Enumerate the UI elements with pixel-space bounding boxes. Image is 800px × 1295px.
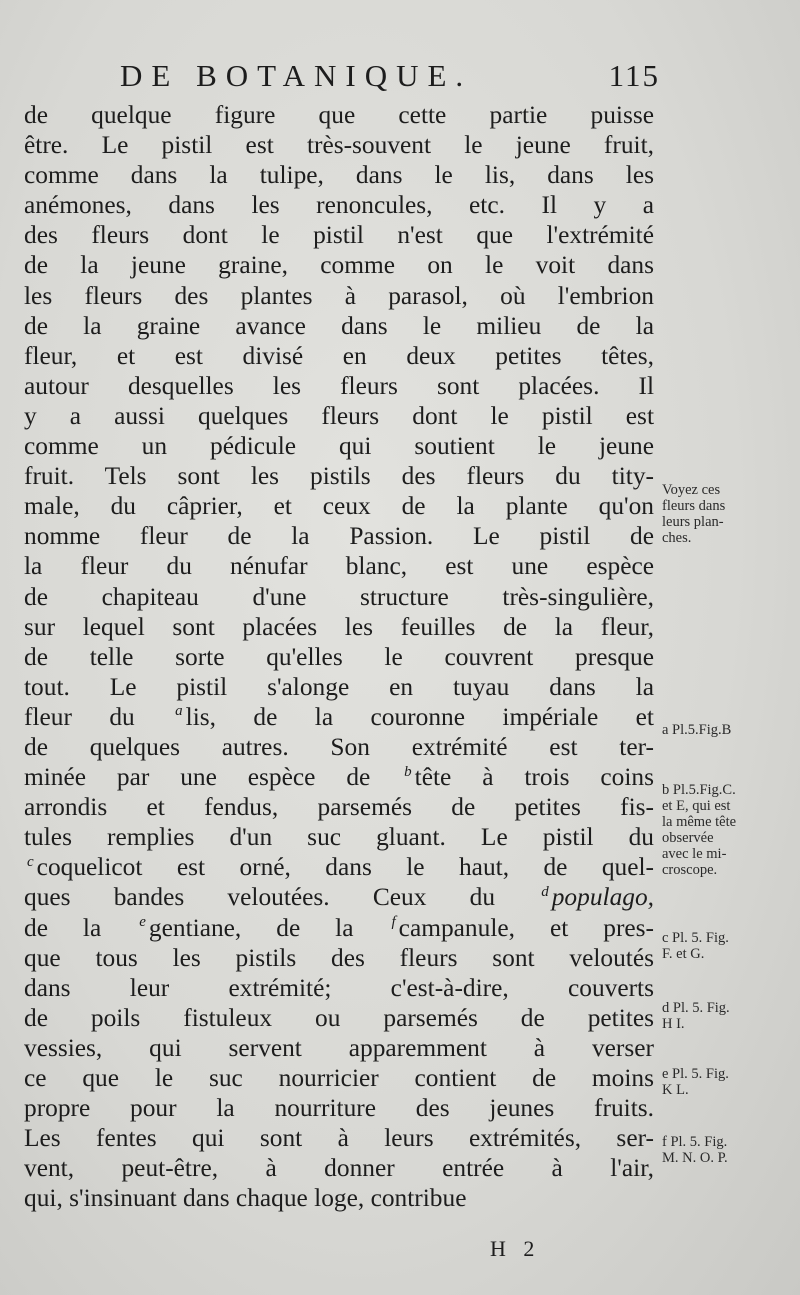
line-text: dans leur extrémité; c'est-à-dire, couverts — [24, 973, 654, 1002]
line-text: tête à trois coins — [414, 763, 654, 792]
line-text: propre pour la nourriture des jeunes fruits. — [24, 1094, 654, 1123]
line-text: arrondis et fendus, parsemés de petites fis- — [24, 793, 654, 822]
margin-note-line: ches. — [662, 530, 692, 546]
text-line — [24, 732, 654, 762]
line-text: ce que le suc nourricier contient de moins — [24, 1064, 654, 1092]
margin-note-line: c Pl. 5. Fig. — [662, 930, 729, 946]
line-text: nomme fleur de la Passion. Le pistil de — [24, 522, 654, 551]
line-text: tout. Le pistil s'alonge en tuyau dans la — [24, 672, 654, 701]
text-line: ques bandes veloutées. Ceux du d populago, — [24, 883, 655, 912]
margin-note-c — [662, 930, 792, 962]
margin-note-line: Voyez ces — [662, 482, 721, 498]
line-text: de la — [24, 913, 102, 942]
margin-note-line: croscope. — [662, 862, 718, 878]
main-text — [24, 100, 654, 1213]
text-line — [24, 1183, 654, 1213]
line-text: lis, de la couronne impériale et — [185, 702, 654, 731]
text-line — [24, 341, 654, 371]
line-text: être. Le pistil est très-souvent le jeune fruit, — [24, 131, 654, 160]
text-line: c coquelicot est orné, dans le haut, de quel- — [27, 853, 654, 882]
margin-note-line: f Pl. 5. Fig. — [662, 1134, 728, 1150]
text-line — [24, 642, 654, 672]
text-line — [24, 100, 654, 130]
line-text: anémones, dans les renoncules, etc. Il y a — [24, 191, 654, 220]
line-text: comme un pédicule qui soutient le jeune — [24, 432, 654, 461]
line-text: de la graine avance dans le milieu de la — [24, 311, 654, 340]
line-text: tules remplies d'un suc gluant. Le pistil du — [24, 823, 654, 852]
line-text: ques bandes veloutées. Ceux du — [24, 883, 496, 912]
margin-note-line: avec le mi- — [662, 846, 727, 862]
margin-note-b — [662, 782, 792, 878]
text-line — [24, 130, 654, 160]
line-text: la fleur du nénufar blanc, est une espèce — [24, 552, 654, 581]
margin-note-line: e Pl. 5. Fig. — [662, 1066, 729, 1082]
text-line — [24, 1093, 654, 1123]
text-line — [24, 612, 654, 642]
text-line — [24, 311, 654, 341]
margin-note-e — [662, 1066, 792, 1098]
line-text: des fleurs dont le pistil n'est que l'extrémité — [24, 221, 654, 250]
text-line — [24, 822, 654, 852]
line-text: les fleurs des plantes à parasol, où l'embrion — [24, 281, 654, 310]
line-text: Les fentes qui sont à leurs extrémités, ser- — [24, 1124, 654, 1153]
text-line — [24, 582, 654, 612]
text-line: de la e gentiane, de la f campanule, et pres- — [24, 913, 655, 942]
margin-note-line: leurs plan- — [662, 514, 724, 530]
text-line — [24, 491, 654, 521]
text-line: fleur du a lis, de la couronne impériale et — [24, 702, 654, 731]
text-line — [24, 461, 654, 491]
line-text: male, du câprier, et ceux de la plante qu'on — [24, 492, 654, 521]
margin-note-voyez — [662, 482, 792, 546]
line-text: sur lequel sont placées les feuilles de la fleur, — [24, 612, 654, 641]
text-line — [24, 190, 654, 220]
margin-note-line: fleurs dans — [662, 498, 726, 514]
line-text: comme dans la tulipe, dans le lis, dans les — [24, 161, 654, 190]
header-title: DE BOTANIQUE. — [120, 58, 473, 93]
margin-note-line: K L. — [662, 1082, 689, 1098]
text-line — [24, 792, 654, 822]
text-line — [24, 672, 654, 702]
margin-note-line: la même tête — [662, 814, 737, 830]
margin-note-line: et E, qui est — [662, 798, 731, 814]
line-text: vent, peut-être, à donner entrée à l'air, — [24, 1154, 654, 1183]
text-line — [24, 943, 654, 973]
line-text: fleur du — [24, 702, 135, 731]
line-text: autour desquelles les fleurs sont placées. Il — [24, 371, 654, 400]
margin-note-line: F. et G. — [662, 946, 705, 962]
line-text: populago, — [551, 883, 655, 912]
text-line — [24, 973, 654, 1003]
line-text: de telle sorte qu'elles le couvrent presque — [24, 642, 654, 671]
line-text: de poils fistuleux ou parsemés de petites — [24, 1003, 654, 1032]
line-text: que tous les pistils des fleurs sont veloutés — [24, 943, 654, 972]
text-line — [24, 160, 654, 190]
line-text: fruit. Tels sont les pistils des fleurs du tity- — [24, 462, 654, 491]
line-text: qui, s'insinuant dans chaque loge, contribue — [24, 1184, 467, 1213]
line-text: fleur, et est divisé en deux petites têtes, — [24, 341, 654, 370]
text-line — [24, 281, 654, 311]
text-line — [24, 1063, 654, 1093]
margin-note-line: d Pl. 5. Fig. — [662, 1000, 730, 1016]
text-line — [24, 1033, 654, 1063]
page-number: 115 — [608, 58, 660, 93]
line-text: coquelicot est orné, dans le haut, de quel- — [36, 853, 654, 882]
text-line: minée par une espèce de b tête à trois coins — [24, 763, 654, 792]
running-header — [120, 58, 660, 98]
text-line — [24, 220, 654, 250]
text-line — [24, 521, 654, 551]
line-text: vessies, qui servent apparemment à verser — [24, 1033, 654, 1062]
line-text: minée par une espèce de — [24, 763, 371, 792]
line-text: y a aussi quelques fleurs dont le pistil est — [24, 401, 654, 430]
text-line — [24, 1153, 654, 1183]
margin-note-d — [662, 1000, 792, 1032]
line-text: campanule, et pres- — [398, 913, 655, 942]
margin-note-a — [662, 722, 792, 738]
text-line — [24, 551, 654, 581]
margin-note-f — [662, 1134, 792, 1166]
line-text: de la jeune graine, comme on le voit dans — [24, 251, 654, 280]
text-line — [24, 1003, 654, 1033]
line-text: de quelque figure que cette partie puisse — [24, 101, 654, 129]
signature-mark: H 2 — [490, 1236, 541, 1261]
line-text: de chapiteau d'une structure très-singulière, — [24, 582, 654, 611]
line-text: de quelques autres. Son extrémité est ter- — [24, 732, 654, 761]
margin-note-line: M. N. O. P. — [662, 1150, 728, 1166]
line-text: gentiane, de la — [148, 913, 354, 942]
text-line — [24, 371, 654, 401]
text-line — [24, 431, 654, 461]
margin-note-line: b Pl.5.Fig.C. — [662, 782, 736, 798]
text-line — [24, 1123, 654, 1153]
margin-note-line: a Pl.5.Fig.B — [662, 722, 732, 738]
text-line — [24, 401, 654, 431]
margin-note-line: H I. — [662, 1016, 685, 1032]
margin-note-line: observée — [662, 830, 714, 846]
text-line — [24, 250, 654, 280]
